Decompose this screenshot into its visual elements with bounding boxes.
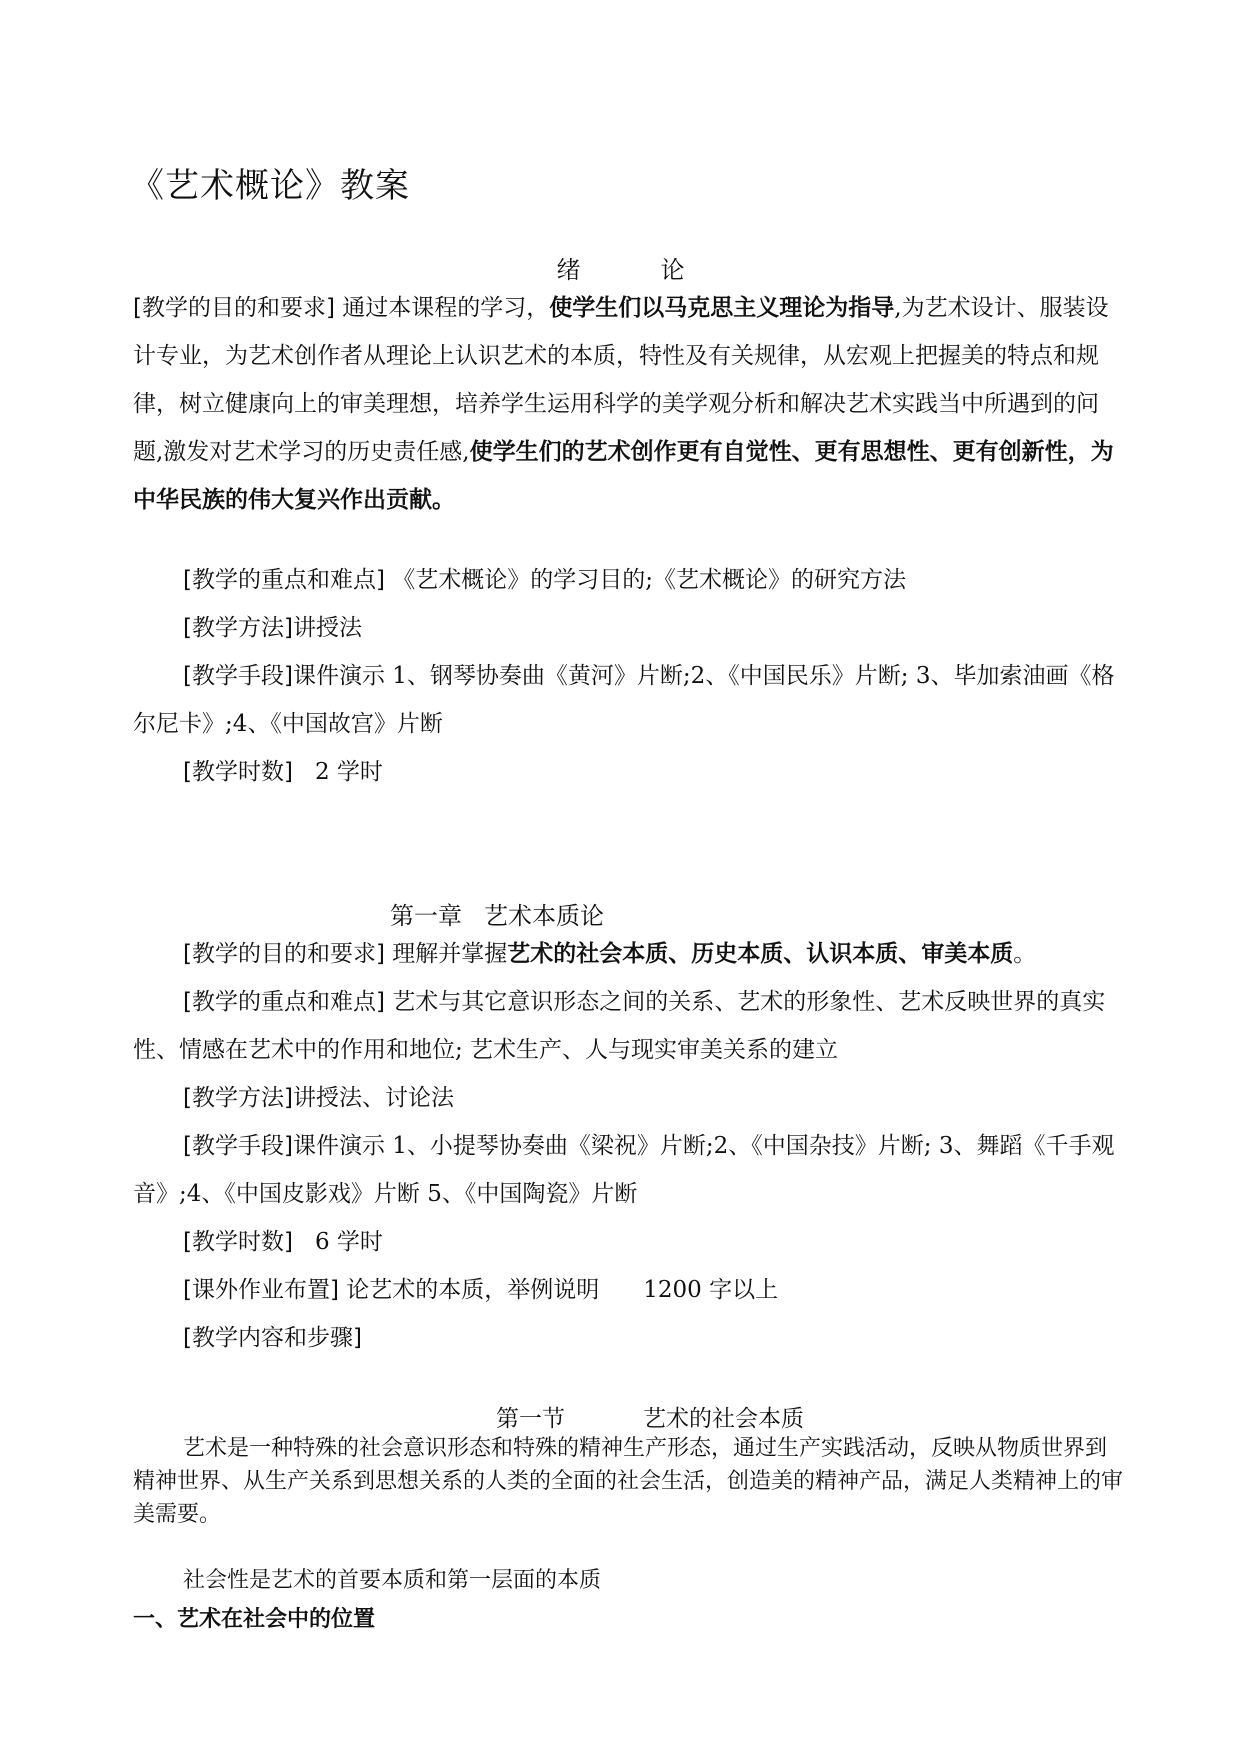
section-paragraph-2: 社会性是艺术的首要本质和第一层面的本质: [183, 1568, 602, 1593]
intro-means-text: 课件演示 1、钢琴协奏曲《黄河》片断;2、《中国民乐》片断; 3、毕加索油画《格尔尼卡》;4、《中国故宫》片断: [133, 663, 1115, 737]
intro-goal-label: [教学的目的和要求]: [133, 295, 335, 321]
intro-title-part-a: 绪: [556, 256, 581, 284]
chapter-homework-paragraph: [133, 1266, 1118, 1314]
intro-goal-text-1: 通过本课程的学习，: [342, 295, 550, 321]
intro-goal-text-4: 使学生们的艺术创作更有自觉性、更有思想性、更有创新性，为中华民族的伟大复兴作出贡献。: [133, 439, 1114, 513]
intro-key-text: 《艺术概论》的学习目的;《艺术概论》的研究方法: [392, 567, 907, 593]
chapter-key-paragraph: [133, 978, 1118, 1074]
chapter-goal-paragraph: [133, 930, 1118, 978]
chapter-key-text: 艺术与其它意识形态之间的关系、艺术的形象性、艺术反映世界的真实性、情感在艺术中的作用和地位; 艺术生产、人与现实审美关系的建立: [133, 989, 1106, 1063]
chapter-key-label: [教学的重点和难点]: [183, 989, 385, 1015]
section-paragraph-1: 艺术是一种特殊的社会意识形态和特殊的精神生产形态，通过生产实践活动，反映从物质世界到精神世界、从生产关系到思想关系的人类的全面的社会生活，创造美的精神产品，满足人类精神上的审美需要。: [133, 1436, 1124, 1527]
intro-means-paragraph: [133, 652, 1118, 748]
chapter-name: 艺术本质论: [484, 902, 604, 930]
chapter-goal-text-1: 理解并掌握: [392, 941, 508, 967]
chapter-means-paragraph: [133, 1122, 1118, 1218]
chapter-content-paragraph: [133, 1314, 1118, 1362]
intro-hours-text: 2 学时: [314, 759, 383, 785]
intro-title-part-b: 论: [660, 256, 685, 284]
document-title: 《艺术概论》教案: [130, 166, 410, 206]
chapter-content-label: [教学内容和步骤]: [183, 1325, 362, 1351]
chapter-goal-label: [教学的目的和要求]: [183, 941, 385, 967]
intro-means-label: [教学手段]: [183, 663, 293, 689]
intro-key-label: [教学的重点和难点]: [183, 567, 385, 593]
chapter-homework-text-b: 1200 字以上: [643, 1277, 779, 1303]
chapter-homework-label: [课外作业布置]: [183, 1277, 339, 1303]
intro-hours-label: [教学时数]: [183, 759, 293, 785]
chapter-title: [390, 896, 604, 931]
section-title: [496, 1400, 804, 1433]
chapter-method-label: [教学方法]: [183, 1085, 293, 1111]
chapter-goal-text-2: 艺术的社会本质、历史本质、认识本质、审美本质: [507, 941, 1014, 967]
chapter-method-paragraph: [133, 1074, 1118, 1122]
section-name: 艺术的社会本质: [643, 1406, 804, 1432]
intro-goal-paragraph: [133, 284, 1118, 524]
section-number: 第一节: [496, 1406, 565, 1432]
chapter-hours-paragraph: [133, 1218, 1118, 1266]
chapter-means-text: 课件演示 1、小提琴协奏曲《梁祝》片断;2、《中国杂技》片断; 3、舞蹈《千手观音》;4、《中国皮影戏》片断 5、《中国陶瓷》片断: [133, 1133, 1115, 1207]
intro-method-paragraph: [133, 604, 1118, 652]
chapter-hours-label: [教学时数]: [183, 1229, 293, 1255]
intro-key-paragraph: [133, 556, 1118, 604]
intro-goal-text-2: 使学生们以马克思主义理论为指导: [549, 295, 895, 321]
chapter-goal-text-3: 。: [1013, 941, 1037, 967]
intro-method-text: 讲授法: [292, 615, 362, 641]
section-heading-1: 一、艺术在社会中的位置: [133, 1607, 376, 1632]
chapter-means-label: [教学手段]: [183, 1133, 293, 1159]
intro-method-label: [教学方法]: [183, 615, 293, 641]
chapter-method-text: 讲授法、讨论法: [292, 1085, 454, 1111]
intro-hours-paragraph: [133, 748, 1118, 796]
chapter-number: 第一章: [390, 902, 462, 930]
intro-title: [0, 250, 1241, 285]
chapter-homework-text-a: 论艺术的本质，举例说明: [346, 1277, 600, 1303]
intro-goal-text-3: ,为艺术设计、服装设计专业，为艺术创作者从理论上认识艺术的本质，特性及有关规律，从宏观上把握美的特点和规律，树立健康向上的审美理想，培养学生运用科学的美学观分析和解决艺术实践当中所遇到的问题,激发对艺术学习的历史责任感,: [133, 295, 1109, 465]
chapter-hours-text: 6 学时: [314, 1229, 383, 1255]
